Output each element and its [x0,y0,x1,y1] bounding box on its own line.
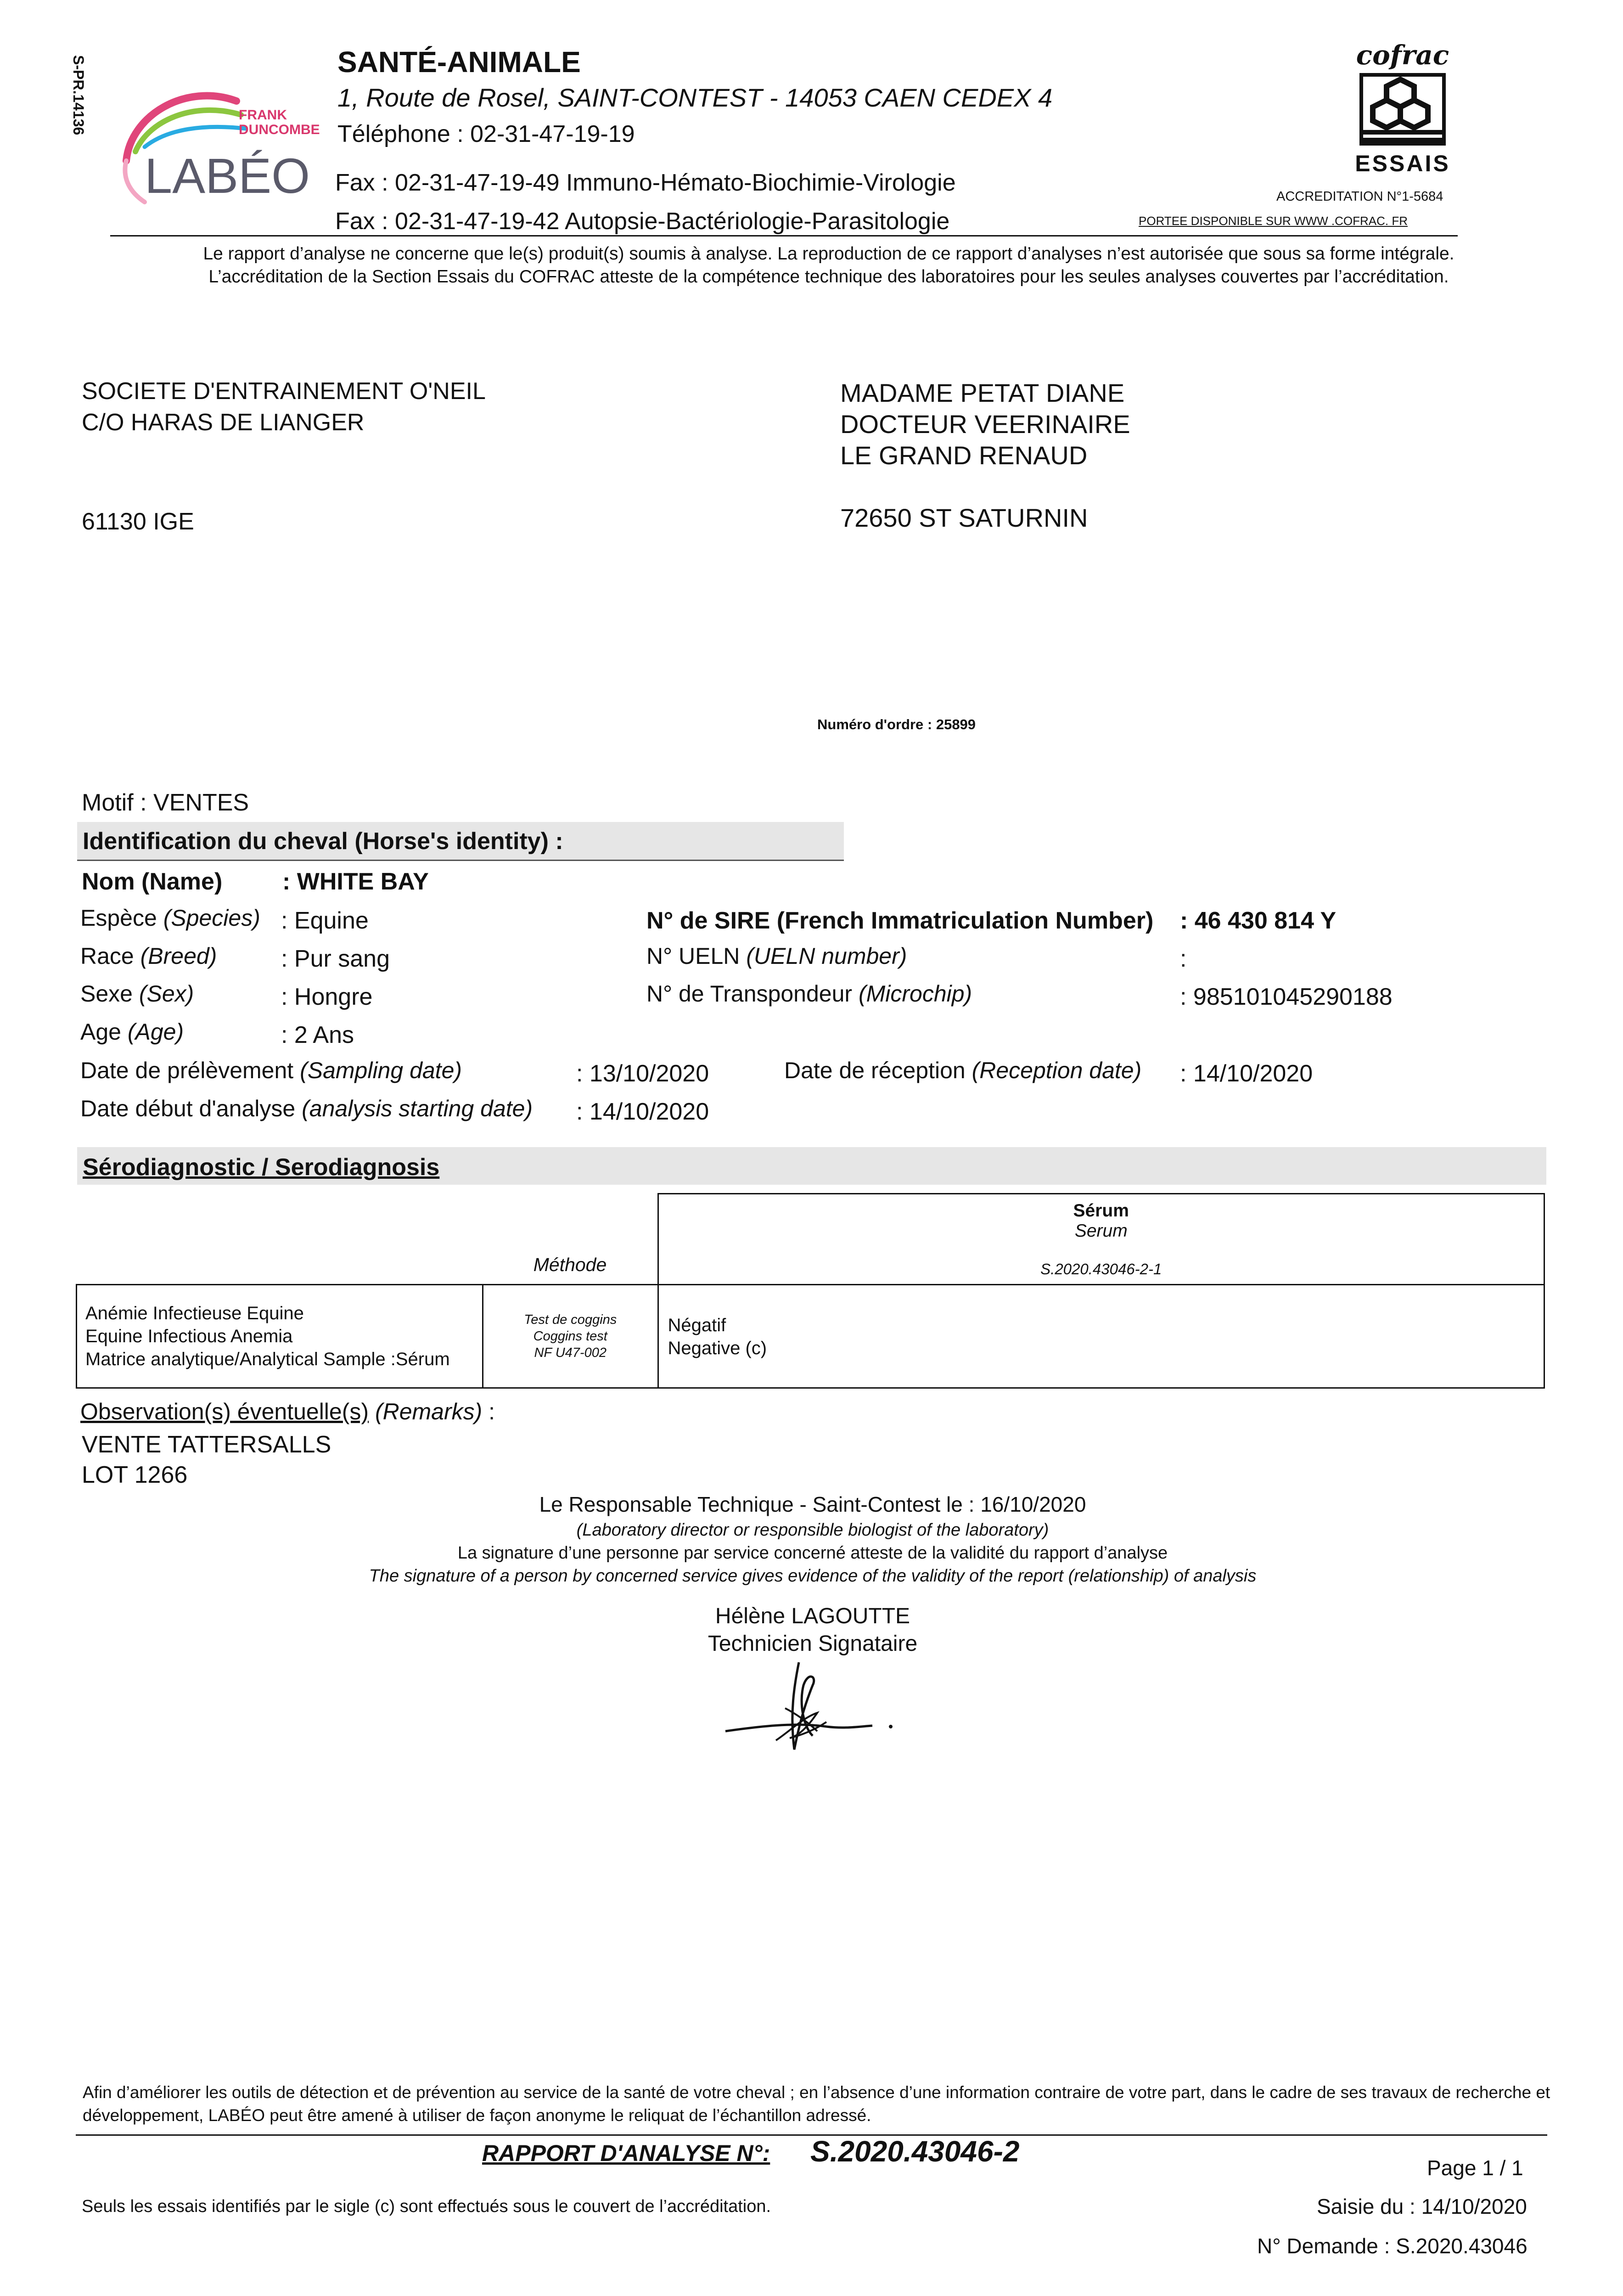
breed-value: : Pur sang [281,945,390,972]
lab-address: 1, Route de Rosel, SAINT-CONTEST - 14053 CAEN CEDEX 4 [337,83,1053,112]
ueln-value: : [1180,945,1187,972]
svg-text:FRANK: FRANK [239,107,287,123]
lab-telephone: Téléphone : 02-31-47-19-19 [337,121,635,147]
method-cell: Test de coggins Coggins test NF U47-002 [483,1285,658,1388]
recipient-address [840,377,1130,471]
owner-address [82,376,486,438]
serodiagnostic-header [77,1147,1546,1185]
sire-value: : 46 430 814 Y [1180,907,1337,934]
species-value: : Equine [281,907,369,934]
svg-text:ESSAIS: ESSAIS [1355,151,1450,176]
sample-header [658,1194,1544,1285]
motif: Motif : VENTES [82,789,249,816]
serodiagnostic-title: Sérodiagnostic / Serodiagnosis [83,1154,440,1181]
lab-name: SANTÉ-ANIMALE [337,45,581,79]
identification-title: Identification du cheval (Horse's identity) : [83,828,563,855]
reception-date-value: : 14/10/2020 [1180,1060,1313,1087]
svg-text:DUNCOMBE: DUNCOMBE [239,122,320,137]
order-number: Numéro d'ordre : 25899 [817,716,976,732]
signature-line-3: La signature d’une personne par service concerné atteste de la validité du rapport d’analyse [457,1543,1168,1563]
remarks-label: Observation(s) éventuelle(s) (Remarks) : [80,1399,495,1424]
transponder-label: N° de Transpondeur (Microchip) [646,981,972,1007]
sample-header-fr: Sérum [1073,1201,1129,1221]
report-number-label: RAPPORT D'ANALYSE N°: [482,2140,770,2166]
owner-line-1: SOCIETE D'ENTRAINEMENT O'NEIL [82,378,486,405]
page-number: Page 1 / 1 [1427,2156,1523,2180]
recipient-line-1: MADAME PETAT DIANE [840,378,1125,407]
signature-line-4: The signature of a person by concerned service gives evidence of the validity of the report (relationship) of analysis [369,1566,1257,1586]
report-number: S.2020.43046-2 [810,2135,1020,2168]
cofrac-logo [1350,40,1455,178]
signature-icon [721,1658,904,1763]
method-header: Méthode [533,1254,607,1275]
signatory-title: Technicien Signataire [708,1632,918,1656]
age-label: Age (Age) [80,1019,184,1045]
svg-text:cofrac: cofrac [1356,40,1449,71]
sampling-date-value: : 13/10/2020 [576,1060,709,1087]
transponder-value: : 985101045290188 [1180,984,1393,1010]
test-name-cell: Anémie Infectieuse Equine Equine Infectious Anemia Matrice analytique/Analytical Sample :Sérum [77,1285,483,1388]
notice-line-1: Le rapport d’analyse ne concerne que le(s) produit(s) soumis à analyse. La reproduction de ce rapport d’analyses n’est autorisée que sous sa forme intégrale. [203,244,1455,264]
identification-header [77,822,844,861]
lab-fax-2: Fax : 02-31-47-19-42 Autopsie-Bactériologie-Parasitologie [335,208,950,235]
signature-line-1: Le Responsable Technique - Saint-Contest le : 16/10/2020 [539,1492,1086,1516]
accreditation-note: Seuls les essais identifiés par le sigle (c) sont effectués sous le couvert de l’accréditation. [82,2197,771,2216]
owner-line-2: C/O HARAS DE LIANGER [82,409,365,436]
sex-label: Sexe (Sex) [80,981,194,1007]
cofrac-essais-icon [1350,40,1455,178]
signature-block [275,1490,1350,1587]
table-row [77,1285,1544,1388]
breed-label: Race (Breed) [80,943,217,969]
sex-value: : Hongre [281,984,373,1010]
owner-city: 61130 IGE [82,508,194,535]
accreditation-portee-link[interactable]: PORTEE DISPONIBLE SUR WWW .COFRAC. FR [1139,214,1408,228]
handwritten-signature [721,1658,904,1763]
lab-fax-1: Fax : 02-31-47-19-49 Immuno-Hémato-Biochimie-Virologie [335,169,956,196]
sire-label: N° de SIRE (French Immatriculation Number) [646,907,1154,934]
header-divider [110,235,1458,236]
report-notice [110,242,1547,288]
recipient-line-3: LE GRAND RENAUD [840,441,1088,470]
labeo-swoosh-icon [117,73,328,211]
result-cell: Négatif Negative (c) [658,1285,1544,1388]
sample-header-en: Serum [1074,1221,1128,1241]
serodiagnostic-table [76,1193,1545,1389]
ueln-label: N° UELN (UELN number) [646,943,907,969]
analysis-start-label: Date début d'analyse (analysis starting date) [80,1096,533,1121]
research-note: Afin d’améliorer les outils de détection et de prévention au service de la santé de votre cheval ; en l’absence d’une information contraire de votre part, dans le cadre de ses travaux de recherche et développement, LABÉO peut être amené à utiliser de façon anonyme le reliquat de l’échantillon adressé. [83,2083,1550,2125]
sample-id: S.2020.43046-2-1 [1040,1261,1162,1277]
labeo-logo [117,73,328,211]
svg-text:LABÉO: LABÉO [145,148,310,203]
recipient-line-2: DOCTEUR VEERINAIRE [840,410,1130,439]
notice-line-2: L’accréditation de la Section Essais du COFRAC atteste de la compétence technique des laboratoires pour les seules analyses couvertes par l’accréditation. [208,267,1449,287]
signature-line-2: (Laboratory director or responsible biologist of the laboratory) [576,1520,1049,1540]
accreditation-number: ACCREDITATION N°1-5684 [1276,189,1443,204]
analysis-start-value: : 14/10/2020 [576,1098,709,1125]
remarks-text: VENTE TATTERSALLS LOT 1266 [82,1431,331,1488]
saisie-date: Saisie du : 14/10/2020 [1317,2195,1527,2218]
table-header-row [77,1194,1544,1285]
recipient-city: 72650 ST SATURNIN [840,503,1088,532]
signatory-name: Hélène LAGOUTTE [715,1604,910,1628]
reception-date-label: Date de réception (Reception date) [784,1058,1142,1083]
sampling-date-label: Date de prélèvement (Sampling date) [80,1058,462,1083]
demande-number: N° Demande : S.2020.43046 [1257,2234,1528,2258]
name-value: : WHITE BAY [282,868,429,895]
name-label: Nom (Name) [82,868,223,895]
species-label: Espèce (Species) [80,905,260,931]
signatory [675,1603,950,1658]
age-value: : 2 Ans [281,1022,354,1048]
